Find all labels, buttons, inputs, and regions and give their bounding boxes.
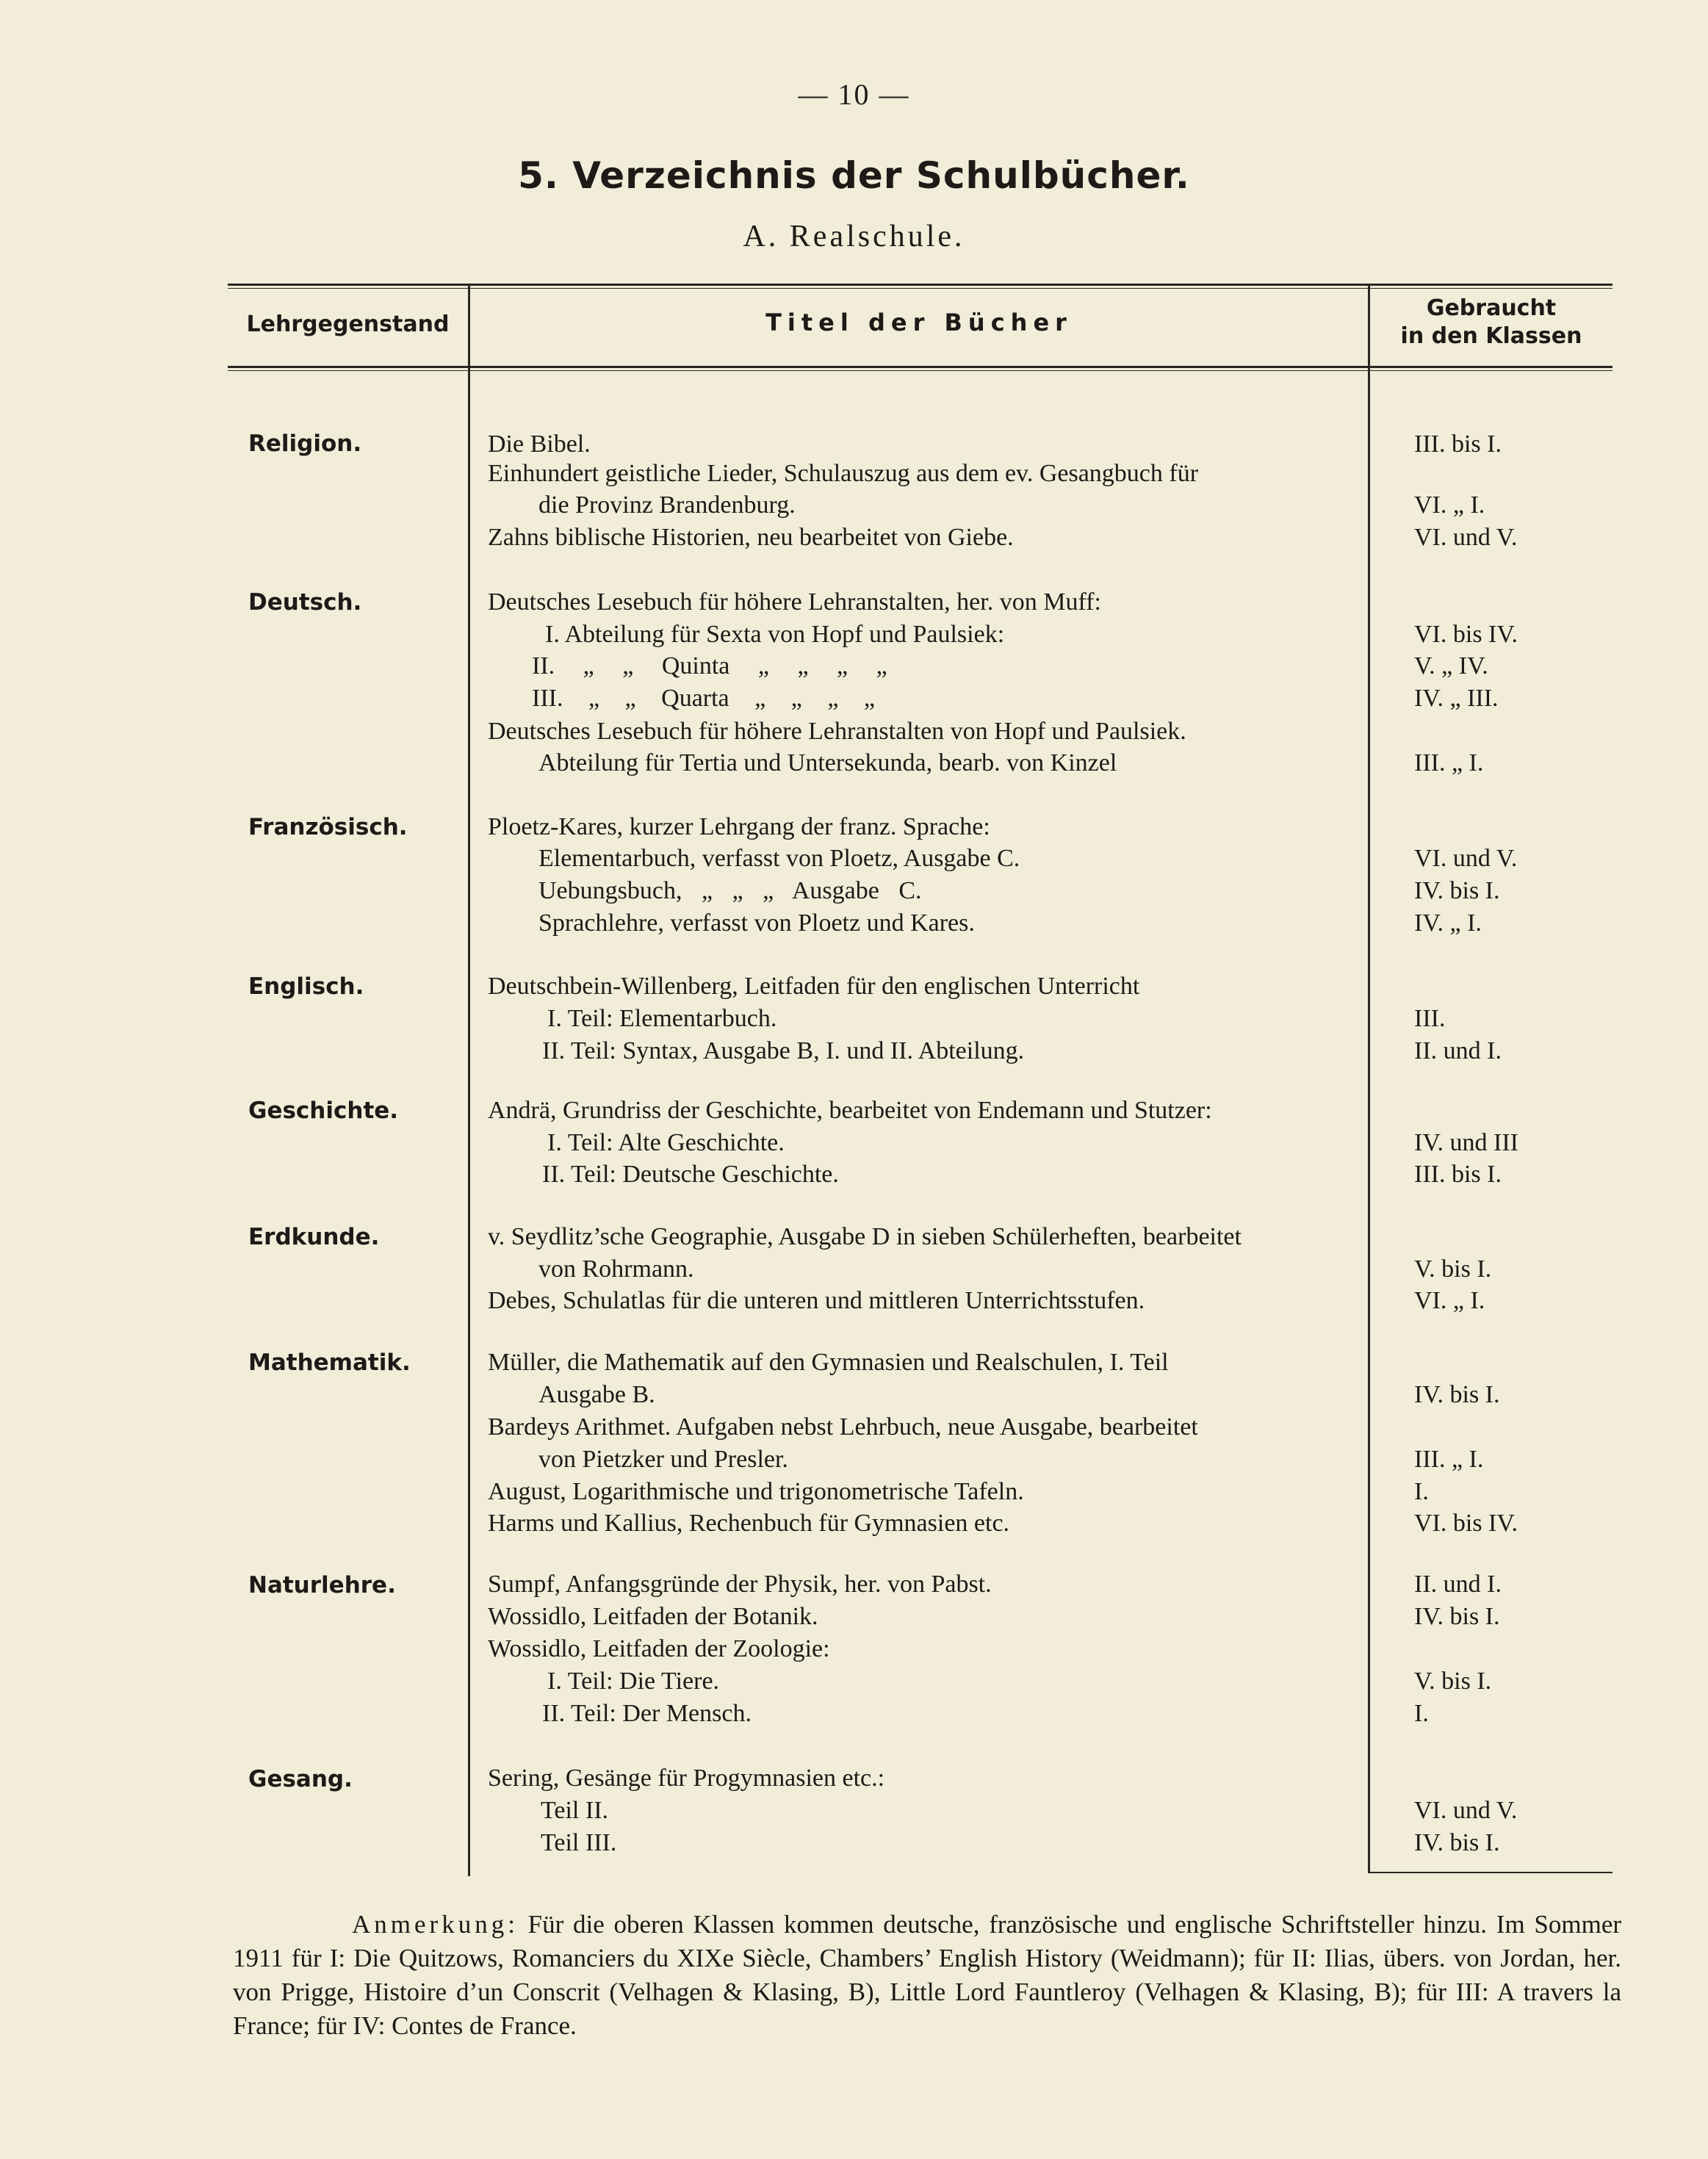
class-range: VI. „ I.	[1414, 1287, 1485, 1314]
table-header-rule	[228, 366, 1612, 368]
book-line: v. Seydlitz’sche Geographie, Ausgabe D in sieben Schülerheften, bearbeitet	[488, 1223, 1242, 1250]
class-range: I.	[1414, 1700, 1429, 1727]
class-range: V. „ IV.	[1414, 652, 1488, 680]
class-range: III.	[1414, 1005, 1446, 1032]
book-line: August, Logarithmische und trigonometrische Tafeln.	[488, 1478, 1024, 1505]
class-range: VI. und V.	[1414, 845, 1518, 872]
subject-deutsch: Deutsch.	[248, 589, 362, 616]
book-line: II. „ „ Quinta „ „ „ „	[532, 652, 887, 680]
table-header-rule-thin	[228, 370, 1612, 371]
header-subject: Lehrgegenstand	[246, 311, 450, 337]
subject-erdkunde: Erdkunde.	[248, 1224, 380, 1250]
footnote-label: Anmerkung:	[352, 1910, 519, 1939]
book-line: Ausgabe B.	[538, 1381, 655, 1408]
book-line: Deutschbein-Willenberg, Leitfaden für den englischen Unterricht	[488, 973, 1140, 1000]
class-range: IV. bis I.	[1414, 1829, 1500, 1856]
book-line: Teil II.	[541, 1797, 609, 1824]
class-range: IV. bis I.	[1414, 877, 1500, 904]
book-line: Andrä, Grundriss der Geschichte, bearbeitet von Endemann und Stutzer:	[488, 1097, 1212, 1124]
book-line: II. Teil: Der Mensch.	[542, 1700, 752, 1727]
book-line: II. Teil: Syntax, Ausgabe B, I. und II. Abteilung.	[542, 1037, 1025, 1064]
book-line: Harms und Kallius, Rechenbuch für Gymnasien etc.	[488, 1510, 1010, 1537]
book-line: Wossidlo, Leitfaden der Botanik.	[488, 1603, 818, 1630]
table-top-rule-thin	[228, 288, 1612, 289]
table-bottom-rule	[1368, 1872, 1612, 1873]
subject-mathematik: Mathematik.	[248, 1349, 411, 1376]
class-range: III. bis I.	[1414, 430, 1502, 458]
subject-gesang: Gesang.	[248, 1766, 353, 1792]
page-title: 5. Verzeichnis der Schulbücher.	[518, 154, 1190, 197]
class-range: IV. „ III.	[1414, 685, 1499, 712]
footnote-text: Für die oberen Klassen kommen deutsche, französische und englische Schriftsteller hinzu. Im Sommer 1911 für I: Die Quitzows, Romanciers du XIXe Siècle, Chambers’ English History (Weidmann); für II: Ilias, übers. von Jordan, her. von Prigge, Histoire d’un Conscrit (Velhagen & Klasing, B), Little Lord Fauntleroy (Velhagen & Klasing, B); für III: A travers la France; für IV: Contes de France.	[233, 1910, 1622, 2040]
subject-franzoesisch: Französisch.	[248, 814, 408, 840]
class-range: VI. bis IV.	[1414, 1510, 1518, 1537]
subject-religion: Religion.	[248, 430, 362, 457]
class-range: VI. und V.	[1414, 524, 1518, 551]
header-classes-line2: in den Klassen	[1400, 323, 1582, 349]
header-titles: Titel der Bücher	[765, 309, 1073, 336]
class-range: V. bis I.	[1414, 1668, 1492, 1695]
book-line: III. „ „ Quarta „ „ „ „	[532, 685, 876, 712]
book-line: Deutsches Lesebuch für höhere Lehranstalten, her. von Muff:	[488, 588, 1101, 616]
page-number: — 10 —	[798, 78, 910, 111]
class-range: IV. „ I.	[1414, 909, 1482, 937]
class-range: II. und I.	[1414, 1571, 1502, 1598]
book-line: Deutsches Lesebuch für höhere Lehranstalten von Hopf und Paulsiek.	[488, 718, 1186, 745]
class-range: V. bis I.	[1414, 1255, 1492, 1283]
book-line: die Provinz Brandenburg.	[538, 491, 796, 519]
book-line: I. Teil: Elementarbuch.	[547, 1005, 777, 1032]
book-line: Müller, die Mathematik auf den Gymnasien und Realschulen, I. Teil	[488, 1349, 1169, 1376]
book-line: von Rohrmann.	[538, 1255, 694, 1283]
class-range: III. bis I.	[1414, 1161, 1502, 1188]
book-line: Wossidlo, Leitfaden der Zoologie:	[488, 1635, 830, 1662]
book-line: Debes, Schulatlas für die unteren und mittleren Unterrichtsstufen.	[488, 1287, 1145, 1314]
class-range: III. „ I.	[1414, 749, 1484, 776]
book-line: I. Teil: Die Tiere.	[547, 1668, 720, 1695]
header-classes-line1: Gebraucht	[1426, 295, 1557, 321]
section-subtitle: A. Realschule.	[743, 220, 965, 253]
book-line: von Pietzker und Presler.	[538, 1446, 788, 1473]
table-top-rule	[228, 284, 1612, 286]
book-line: Elementarbuch, verfasst von Ploetz, Ausgabe C.	[538, 845, 1020, 872]
class-range: II. und I.	[1414, 1037, 1502, 1064]
book-line: I. Teil: Alte Geschichte.	[547, 1129, 785, 1156]
book-line: Bardeys Arithmet. Aufgaben nebst Lehrbuch, neue Ausgabe, bearbeitet	[488, 1413, 1198, 1441]
book-line: Abteilung für Tertia und Untersekunda, bearb. von Kinzel	[538, 749, 1117, 776]
class-range: IV. bis I.	[1414, 1381, 1500, 1408]
class-range: III. „ I.	[1414, 1446, 1484, 1473]
book-line: I. Abteilung für Sexta von Hopf und Paulsiek:	[545, 621, 1005, 648]
subject-geschichte: Geschichte.	[248, 1097, 399, 1124]
class-range: VI. bis IV.	[1414, 621, 1518, 648]
class-range: VI. „ I.	[1414, 491, 1485, 519]
class-range: IV. bis I.	[1414, 1603, 1500, 1630]
book-line: II. Teil: Deutsche Geschichte.	[542, 1161, 839, 1188]
book-line: Sering, Gesänge für Progymnasien etc.:	[488, 1765, 885, 1792]
class-range: VI. und V.	[1414, 1797, 1518, 1824]
book-line: Die Bibel.	[488, 430, 591, 458]
book-line: Zahns biblische Historien, neu bearbeitet von Giebe.	[488, 524, 1014, 551]
footnote	[233, 1908, 1621, 2043]
book-line: Sumpf, Anfangsgründe der Physik, her. von Pabst.	[488, 1571, 992, 1598]
book-line: Einhundert geistliche Lieder, Schulauszug aus dem ev. Gesangbuch für	[488, 460, 1199, 487]
subject-naturlehre: Naturlehre.	[248, 1572, 396, 1598]
book-line: Teil III.	[541, 1829, 617, 1856]
class-range: I.	[1414, 1478, 1429, 1505]
book-line: Uebungsbuch, „ „ „ Ausgabe C.	[538, 877, 922, 904]
column-divider-left	[468, 286, 470, 1876]
column-divider-right	[1368, 286, 1370, 1873]
book-line: Sprachlehre, verfasst von Ploetz und Kares.	[538, 909, 975, 937]
book-line: Ploetz-Kares, kurzer Lehrgang der franz. Sprache:	[488, 813, 990, 840]
class-range: IV. und III	[1414, 1129, 1518, 1156]
subject-englisch: Englisch.	[248, 973, 364, 1000]
